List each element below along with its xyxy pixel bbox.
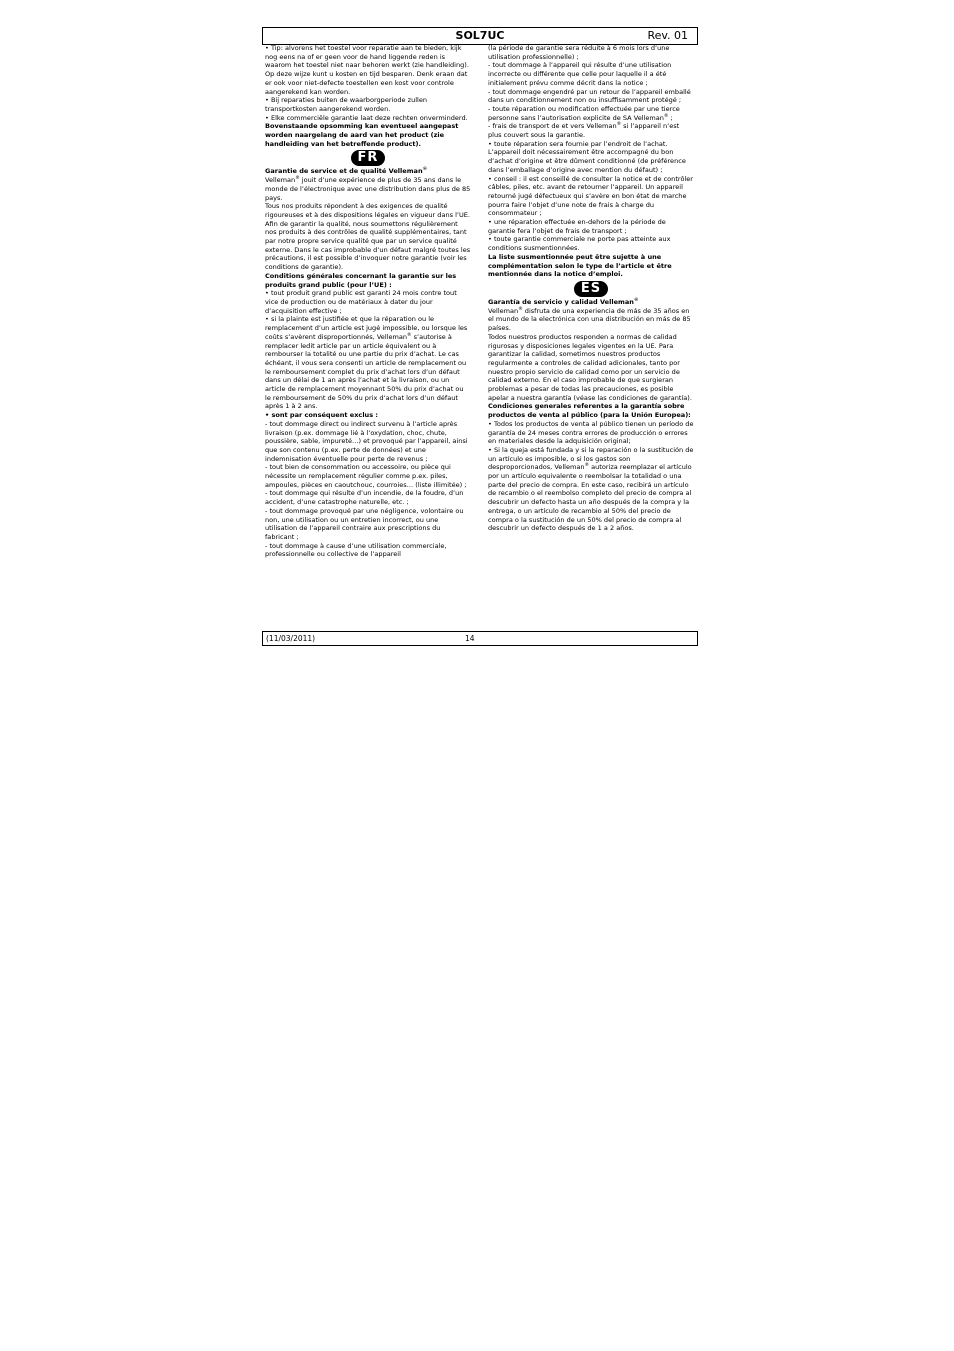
fr-commercial-paragraph: • toute garantie commerciale ne porte pas atteinte aux conditions susmentionnées.	[488, 235, 671, 253]
fr-exclusion-5: - tout dommage à cause d’une utilisation commerciale, professionnelle ou collective de l’appareil	[265, 541, 447, 559]
fr-conditions-heading: Conditions générales concernant la garantie sur les produits grand public (pour l’UE) :	[265, 271, 457, 289]
fr-language-badge: FR	[351, 150, 385, 166]
es-conditions-heading: Condiciones generales referentes a la garantía sobre productos de venta al público (para la Unión Europea):	[488, 402, 691, 420]
es-intro-paragraph	[488, 307, 694, 333]
right-column	[488, 44, 694, 533]
fr-item-2-reg: ®	[407, 332, 412, 338]
fr-intro-rest: jouit d’une expérience de plus de 35 ans dans le monde de l’électronique avec une distribution dans plus de 85 pays.	[265, 176, 471, 202]
footer-date: (11/03/2011)	[266, 634, 316, 643]
fr-item-2	[265, 315, 471, 411]
fr-bold-note: La liste susmentionnée peut être sujette à une complémentation selon le type de l’article et être mentionnée dans la notice d’emploi.	[488, 252, 672, 279]
fr-heading-reg: ®	[422, 167, 428, 173]
nl-commercial-paragraph: • Elke commerciële garantie laat deze rechten onverminderd.	[265, 113, 468, 122]
fr-item-1: • tout produit grand public est garanti 24 mois contre tout vice de production ou de matériaux à dater du jour d’acquisition effective ;	[265, 289, 457, 315]
fr-exclusion-6: - tout dommage à l’appareil qui résulte d’une utilisation incorrecte ou différente que celle pour laquelle il a été initialement prévu comme décrit dans la notice ;	[488, 61, 672, 87]
fr-excluded-heading: • sont par conséquent exclus :	[265, 411, 379, 420]
page-header	[262, 27, 698, 45]
es-quality-paragraph: Todos nuestros productos responden a normas de calidad rigurosas y disposiciones legales vigentes en la UE. Para garantizar la calidad, sometimos nuestros productos regularmente a controles de calidad adicionales, tanto por nuestro propio servicio de calidad como por un servicio de calidad externo. En el caso improbable de que surgieran problemas a pesar de todas las precauciones, es posible apelar a nuestra garantía (véase las condiciones de garantía).	[488, 332, 692, 402]
fr-exclusion-9-reg: ®	[616, 122, 622, 128]
fr-section-heading	[265, 167, 471, 176]
fr-exclusion-9-b: si l’appareil n’est plus couvert sous la garantie.	[488, 122, 680, 140]
nl-repairs-paragraph: • Bij reparaties buiten de waarborgperiode zullen transportkosten aangerekend worden.	[265, 96, 428, 113]
fr-quality-paragraph: Tous nos produits répondent à des exigences de qualité rigoureuses et à des dispositions légales en vigueur dans l’UE. Afin de garantir la qualité, nous soumettons régulièrement nos produits à des contrôles de qualité supplémentaires, tant par notre propre service qualité que par un service qualité externe. Dans le cas improbable d’un défaut malgré toutes les précautions, il est possible d’invoquer notre garantie (voir les conditions de garantie).	[265, 202, 471, 272]
fr-intro-paragraph	[265, 176, 471, 202]
nl-bold-note: Bovenstaande opsomming kan eventueel aangepast worden naargelang de aard van het product (zie handleiding van het betreffende product).	[265, 122, 459, 148]
es-language-badge: ES	[574, 281, 608, 297]
fr-item-2-b: s’autorise à remplacer ledit article par un article équivalent ou à rembourser la totalité ou une partie du prix d’achat. Le cas échéant, il vous sera consenti un article de remplacement ou le remboursement complet du prix d’achat lors d’un défaut dans un délai de 1 an après l’achat et la livraison, ou un article de remplacement moyennant 50% du prix d’achat ou le remboursement de 50% du prix d’achat lors d’un défaut après 1 à 2 ans.	[265, 332, 467, 411]
document-title: SOL7UC	[455, 29, 505, 42]
revision-label: Rev. 01	[647, 29, 688, 42]
nl-tip-paragraph: • Tip: alvorens het toestel voor reparatie aan te bieden, kijk nog eens na of er geen voor de hand liggende reden is waarom het toestel niet naar behoren werkt (zie handleiding). Op deze wijze kunt u kosten en tijd besparen. Denk eraan dat er ook voor niet-defecte toestellen een kost voor controle aangerekend kan worden.	[265, 44, 469, 96]
fr-exclusion-7: - tout dommage engendré par un retour de l’appareil emballé dans un conditionnement non ou insuffisamment protégé ;	[488, 87, 691, 105]
page-number: 14	[465, 634, 475, 643]
fr-exclusion-3: - tout dommage qui résulte d’un incendie, de la foudre, d’un accident, d’une catastrophe naturelle, etc. ;	[265, 489, 464, 507]
fr-intro-velleman: Velleman	[265, 176, 296, 185]
fr-exclusion-8-reg: ®	[663, 113, 669, 119]
es-heading-reg: ®	[633, 297, 639, 303]
fr-intro-reg: ®	[295, 175, 300, 181]
es-item-2	[488, 446, 694, 533]
es-item-2-b: autoriza reemplazar el artículo por un artículo equivalente o reembolsar la totalidad o una parte del precio de compra. En este caso, recibirá un artículo de recambio o el reembolso completo del precio de compra al descubrir un defecto hasta un año después de la compra y la entrega, o un artículo de recambio al 50% del precio de compra o la sustitución de un 50% del precio de compra al descubrir un defecto después de 1 a 2 años.	[488, 463, 692, 533]
fr-repair-paragraph: • toute réparation sera fournie par l’endroit de l’achat. L’appareil doit nécessairement être accompagné du bon d’achat d’origine et être dûment conditionné (de préférence dans l’emballage d’origine avec mention du défaut) ;	[488, 139, 686, 174]
fr-exclusion-8	[488, 105, 694, 122]
fr-exclusion-2: - tout bien de consommation ou accessoire, ou pièce qui nécessite un remplacement régulier comme p.ex. piles, ampoules, pièces en caoutchouc, courroies… (liste illimitée) ;	[265, 463, 467, 489]
page-footer	[262, 631, 698, 646]
fr-exclusion-8-b: ;	[668, 113, 673, 122]
fr-exclusion-9-a: - frais de transport de et vers Velleman	[488, 122, 617, 131]
fr-exclusion-1: - tout dommage direct ou indirect survenu à l’article après livraison (p.ex. dommage lié à l’oxydation, choc, chute, poussière, sable, impureté…) et provoqué par l’appareil, ainsi que son contenu (p.ex. perte de données) et une indemnisation éventuelle pour perte de revenus ;	[265, 419, 468, 463]
es-intro-velleman: Velleman	[488, 306, 519, 315]
fr-continuation: (la période de garantie sera réduite à 6 mois lors d’une utilisation professionnelle) ;	[488, 44, 670, 61]
fr-outside-warranty: • une réparation effectuée en-dehors de la période de garantie fera l’objet de frais de transport ;	[488, 218, 666, 235]
fr-exclusion-9	[488, 122, 694, 139]
fr-advice-paragraph: • conseil : il est conseillé de consulter la notice et de contrôler câbles, piles, etc. avant de retourner l’appareil. Un appareil retourné jugé défectueux qui s’avère en bon état de marche pourra faire l’objet d’une note de frais à charge du consommateur ;	[488, 174, 693, 218]
es-section-heading	[488, 298, 694, 307]
fr-item-2-a: • si la plainte est justifiée et que la réparation ou le remplacement d’un article est jugé impossible, ou lorsque les coûts s’avèrent disproportionnés, Velleman	[265, 315, 468, 341]
es-intro-rest: disfruta de una experiencia de más de 35 años en el mundo de la electrónica con una distribución en más de 85 países.	[488, 306, 691, 333]
fr-heading-text: Garantie de service et de qualité Velleman	[265, 167, 423, 176]
es-intro-reg: ®	[518, 306, 523, 312]
es-item-2-a: • Si la queja está fundada y si la reparación o la sustitución de un artículo es imposible, o si los gastos son desproporcionados, Velleman	[488, 445, 694, 472]
fr-exclusion-4: - tout dommage provoqué par une négligence, volontaire ou non, une utilisation ou un entretien incorrect, ou une utilisation de l’appareil contraire aux prescriptions du fabricant ;	[265, 506, 464, 541]
es-heading-text: Garantía de servicio y calidad Velleman	[488, 297, 634, 306]
fr-exclusion-8-a: - toute réparation ou modification effectuée par une tierce personne sans l’autorisation explicite de SA Velleman	[488, 104, 680, 122]
es-item-2-reg: ®	[584, 463, 590, 469]
es-item-1: • Todos los productos de venta al público tienen un período de garantía de 24 meses contra errores de producción o errores en materiales desde la adquisición original;	[488, 419, 694, 446]
left-column	[265, 44, 471, 559]
